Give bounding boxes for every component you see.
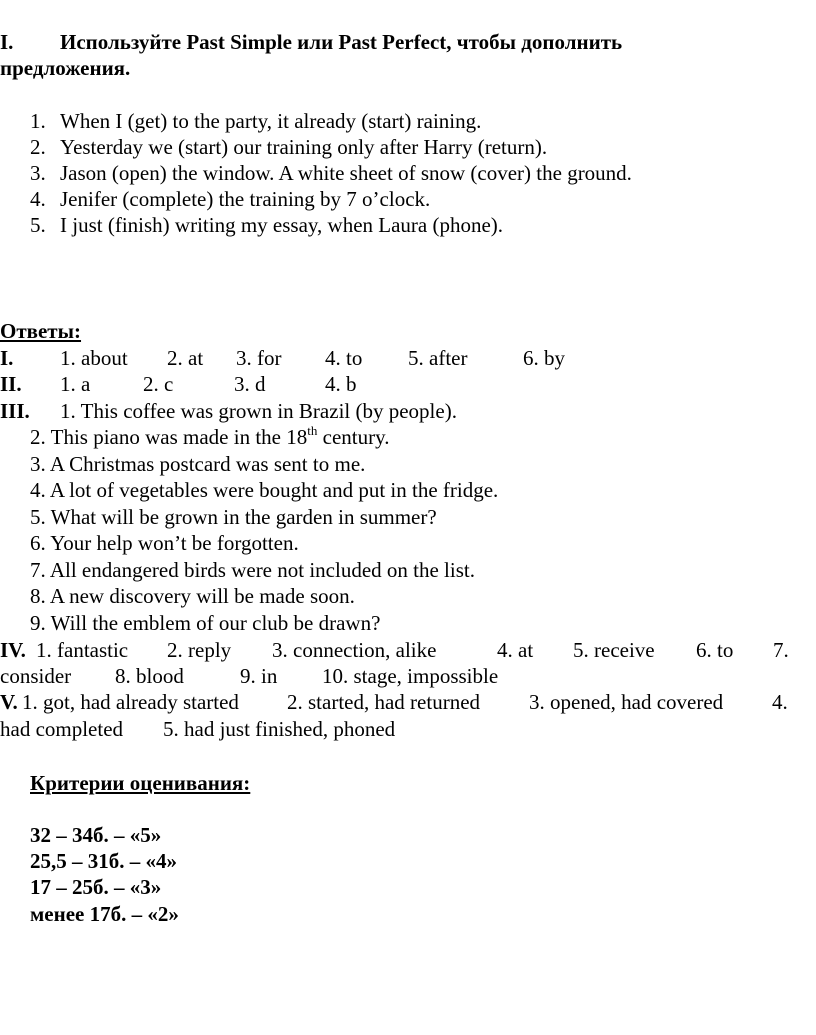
answer: 5. had just finished, phoned	[163, 717, 396, 741]
answer: 10. stage, impossible	[322, 664, 499, 688]
list-number: 2.	[30, 135, 46, 159]
answer: 8. blood	[115, 664, 184, 688]
list-item: Jenifer (complete) the training by 7 o’clock.	[60, 187, 431, 211]
superscript: th	[307, 423, 318, 438]
answer: 2. started, had returned	[287, 690, 481, 714]
answer: 3. for	[236, 346, 282, 370]
answer: 7. All endangered birds were not included on the list.	[30, 558, 475, 582]
task-title-cont: предложения.	[0, 56, 131, 80]
task-title: Используйте Past Simple или Past Perfect, чтобы дополнить	[60, 30, 623, 54]
list-number: 1.	[30, 109, 46, 133]
answer: 2. c	[143, 372, 174, 396]
answer: 4.	[772, 690, 788, 714]
list-item: Yesterday we (start) our training only after Harry (return).	[60, 135, 548, 159]
answer	[30, 424, 389, 450]
section-label: I.	[0, 346, 14, 370]
answer: 7.	[773, 638, 789, 662]
criteria-row: менее 17б. – «2»	[30, 902, 179, 926]
answer: 1. a	[60, 372, 91, 396]
list-item: I just (finish) writing my essay, when Laura (phone).	[60, 213, 504, 237]
criteria-heading: Критерии оценивания:	[30, 771, 251, 795]
answer: 8. A new discovery will be made soon.	[30, 584, 355, 608]
answer: 3. opened, had covered	[529, 690, 724, 714]
answer: 1. fantastic	[36, 638, 129, 662]
answer: 6. Your help won’t be forgotten.	[30, 531, 299, 555]
answer: 4. at	[497, 638, 534, 662]
answer: 4. b	[325, 372, 357, 396]
answer: 6. to	[696, 638, 734, 662]
answer: had completed	[0, 717, 124, 741]
answer: 2. at	[167, 346, 204, 370]
section-label: III.	[0, 399, 30, 423]
list-number: 5.	[30, 213, 46, 237]
answers-heading: Ответы:	[0, 319, 82, 343]
criteria-row: 32 – 34б. – «5»	[30, 823, 162, 847]
answer-text: century.	[317, 425, 390, 449]
answer: 1. This coffee was grown in Brazil (by people).	[60, 399, 457, 423]
answer: 1. got, had already started	[22, 690, 239, 714]
answer: 3. connection, alike	[272, 638, 437, 662]
list-item: When I (get) to the party, it already (start) raining.	[60, 109, 482, 133]
answer: 4. to	[325, 346, 363, 370]
criteria-row: 17 – 25б. – «3»	[30, 875, 162, 899]
answer: 5. What will be grown in the garden in summer?	[30, 505, 437, 529]
answer: 9. Will the emblem of our club be drawn?	[30, 611, 381, 635]
answer: 5. after	[408, 346, 468, 370]
answer: 6. by	[523, 346, 565, 370]
answer: 5. receive	[573, 638, 655, 662]
list-number: 4.	[30, 187, 46, 211]
answer: 4. A lot of vegetables were bought and put in the fridge.	[30, 478, 499, 502]
answer: 3. A Christmas postcard was sent to me.	[30, 452, 366, 476]
answer: 3. d	[234, 372, 266, 396]
list-number: 3.	[30, 161, 46, 185]
answer: consider	[0, 664, 72, 688]
criteria-row: 25,5 – 31б. – «4»	[30, 849, 177, 873]
section-label: V.	[0, 690, 18, 714]
list-item: Jason (open) the window. A white sheet of snow (cover) the ground.	[60, 161, 632, 185]
answer: 1. about	[60, 346, 128, 370]
answer: 2. reply	[167, 638, 232, 662]
task-number: I.	[0, 30, 14, 54]
section-label: II.	[0, 372, 22, 396]
answer: 9. in	[240, 664, 278, 688]
answer-text: 2. This piano was made in the 18	[30, 425, 308, 449]
section-label: IV.	[0, 638, 26, 662]
